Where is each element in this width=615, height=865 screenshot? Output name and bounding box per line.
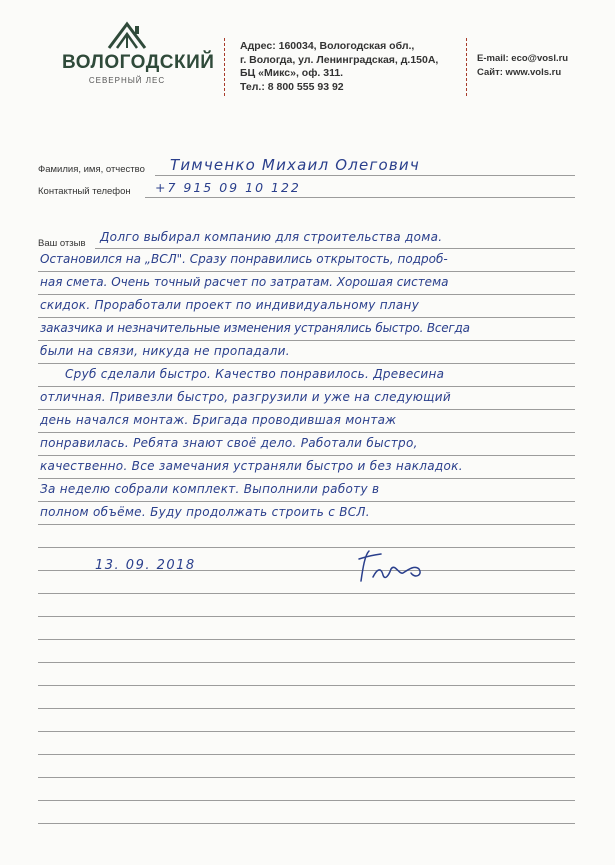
name-label: Фамилия, имя, отчество: [38, 164, 145, 175]
company-address: [240, 40, 438, 94]
review-line: [38, 271, 575, 272]
review-text-line: были на связи, никуда не пропадали.: [40, 344, 290, 358]
review-text-line: Сруб сделали быстро. Качество понравилось. Древесина: [65, 367, 445, 381]
review-line: [38, 363, 575, 364]
letterhead: [0, 0, 615, 110]
address-line: БЦ «Микс», оф. 311.: [240, 67, 344, 79]
review-text-line: Долго выбирал компанию для строительства дома.: [100, 230, 443, 244]
review-line: [38, 547, 575, 548]
company-website: Сайт: www.vols.ru: [477, 67, 562, 78]
divider: [224, 38, 225, 96]
name-line: [155, 175, 575, 176]
review-line: [38, 708, 575, 709]
company-logo: [62, 20, 215, 85]
handwritten-phone: +7 915 09 10 122: [155, 180, 301, 195]
review-text-line: заказчика и незначительные изменения устранялись быстро. Всегда: [40, 321, 470, 335]
review-label: Ваш отзыв: [38, 238, 86, 249]
review-line: [38, 754, 575, 755]
review-line: [38, 616, 575, 617]
review-line: [38, 800, 575, 801]
review-line: [38, 639, 575, 640]
company-name: ВОЛОГОДСКИЙ: [62, 52, 215, 73]
review-text-line: ная смета. Очень точный расчет по затратам. Хорошая система: [40, 275, 449, 289]
phone-line: [145, 197, 575, 198]
review-line: [38, 593, 575, 594]
phone-label: Контактный телефон: [38, 186, 131, 197]
review-line: [38, 823, 575, 824]
review-text-line: отличная. Привезли быстро, разгрузили и уже на следующий: [40, 390, 451, 404]
handwritten-name: Тимченко Михаил Олегович: [170, 156, 420, 174]
review-text-line: скидок. Проработали проект по индивидуальному плану: [40, 298, 420, 312]
review-line: [38, 685, 575, 686]
handwritten-date: 13. 09. 2018: [95, 558, 196, 573]
review-line: [38, 386, 575, 387]
review-line: [38, 524, 575, 525]
review-text-line: полном объёме. Буду продолжать строить с ВСЛ.: [40, 505, 370, 519]
review-text-line: понравилась. Ребята знают своё дело. Работали быстро,: [40, 436, 418, 450]
review-line: [38, 432, 575, 433]
review-line: [38, 478, 575, 479]
review-line: [38, 501, 575, 502]
review-line: [38, 455, 575, 456]
company-subtitle: СЕВЕРНЫЙ ЛЕС: [88, 76, 166, 85]
review-text-line: Остановился на „ВСЛ". Сразу понравились открытость, подроб-: [40, 252, 448, 266]
company-email: E-mail: eco@vosl.ru: [477, 53, 569, 64]
review-line: [38, 777, 575, 778]
divider: [466, 38, 467, 96]
address-line: г. Вологда, ул. Ленинградская, д.150А,: [240, 53, 439, 66]
company-phone: Тел.: 8 800 555 93 92: [240, 80, 344, 93]
company-contacts: [477, 52, 568, 80]
review-line: [38, 340, 575, 341]
review-line: [38, 662, 575, 663]
review-line: [38, 409, 575, 410]
review-line: [38, 294, 575, 295]
review-text-line: качественно. Все замечания устраняли быстро и без накладок.: [40, 459, 463, 473]
review-line: [95, 248, 575, 249]
house-logo-icon: [107, 20, 147, 50]
review-line: [38, 317, 575, 318]
review-text-line: За неделю собрали комплект. Выполнили работу в: [40, 482, 380, 496]
review-line: [38, 731, 575, 732]
address-line: Адрес: 160034, Вологодская обл.,: [240, 40, 415, 52]
signature: [355, 545, 435, 590]
review-text-line: день начался монтаж. Бригада проводившая монтаж: [40, 413, 397, 427]
